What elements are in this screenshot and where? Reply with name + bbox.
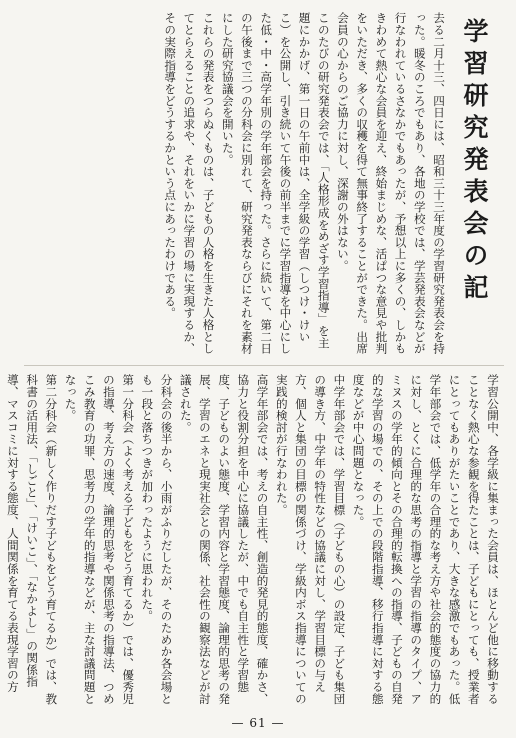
article-title: 学習研究発表会の記 [460,18,489,306]
page-number: — 61 — [231,716,285,730]
lower-text-block: 学習公開中、各学級に集まった会員は、ほとんど他に移動することなく熱心な参観を得たことは、子どもにとっても、授業者にとってもありがたいことであり、大きな感激でもあった。低学年部会では、低学年の合理的な考え方や社会的態度の協力的に対し、とくに合理的な思考の指導と学習の指導のタイプ、アミヌスの学年的傾向とその合理的転換への指導、子どもの自発的な学習の場での、その上での段階指導、移行指導に対する態度などが中心問題となった。 中学年部会では、学習目標（子どもの心）の設定、子ども集団の導き方、中学年の特性などの協議に対し、学習目標の与え方、個人と集団の目標の関係づけ、学級内ボス指導についての実践的検討が行なわれた。 高学年部会では、考えの自主性、創造的発見的態度、確かさ、協力と役割分担を中心に協議したが、中でも自主性と学習態度、子どものよい態度、学習内容と学習態度、論理的思考の発展、学習のエネと現実社会との関係、社会性の観察法などが討議された。 分科会の後半から、小雨がふりだしたが、そのためか各会場とも一段と落ちつきが加わったように思われた。 第一分科会（よく考える子どもをどう育てるか）では、優秀児の指導、考え方の速度、論理的思考や関係思考の指導法、つめこみ教育の功罪、思考力の学年的指導などが、主な討議問題となった。 第二分科会（新しく作りだす子どもをどう育てるか）では、教科書の活用法、「しごと」、「けいこ」、「なかよし」の関係指導、マスコミに対する態度、人間関係を育てる表現学習の方 [5,374,500,705]
upper-text-block: 去る二月十三、四日には、昭和三十三年度の学習研究発表会を持った。暖冬のころでもあり、各地の学校では、学芸発表会などが行なわれているさなかでもあったが、予想以上に多くの、しかもきわめて熱心な会員を迎え、終始まじめな、活ぱつな意見や批判をいただき、多くの収穫を得て無事終了することができた。出席会員の心からのご協力に対し、深謝の外はない。 このたびの研究発表会では、「人格形成をめざす学習指導」を主題にかかげ、第一日の午前中は、全学級の学習（しつけ・けいこ）を公開し、引き続いて午後の前半までに学習指導を中心にした低・中・高学年別の学年部会を持った。さらに続いて、第二日の午後まで三つの分科会に別れて、研究発表ならびにそれを素材にした研究協議会を開いた。 これらの発表をつらぬくものは、子どもの人格を生きた人格としてとらえることの追求や、それをいかに学習の場に実現するか、その実際指導をどうするかという点にあったわけである。 [163,12,446,355]
section-divider [24,365,504,366]
